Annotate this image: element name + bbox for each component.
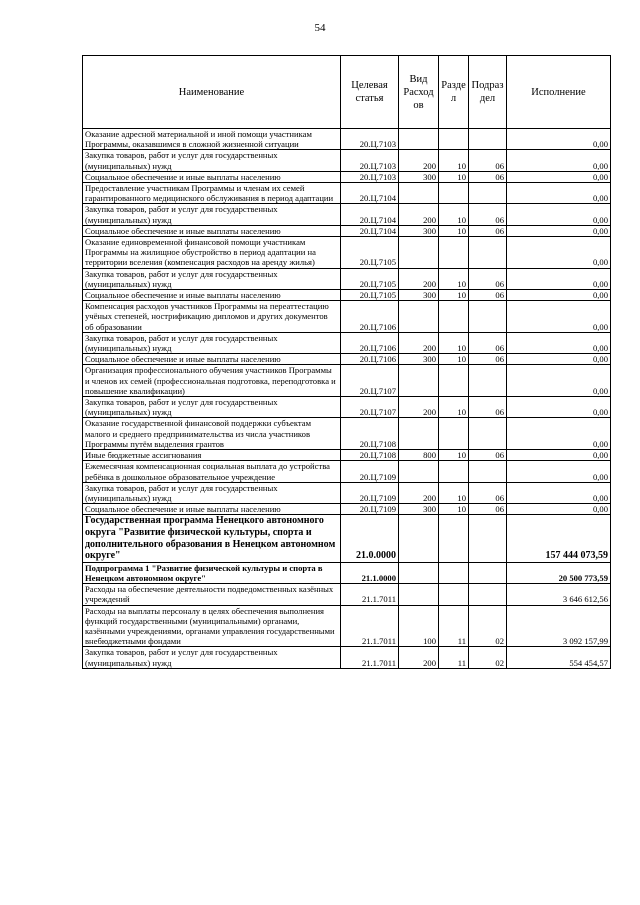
header-target: Целевая статья (341, 56, 399, 129)
budget-table-wrapper (82, 55, 610, 669)
cell-section: 10 (439, 268, 469, 289)
cell-target: 20.Ц.7108 (341, 450, 399, 461)
cell-execution: 0,00 (507, 204, 611, 225)
cell-target: 21.1.7011 (341, 605, 399, 647)
cell-target: 20.Ц.7106 (341, 332, 399, 353)
cell-execution: 0,00 (507, 482, 611, 503)
cell-subsection: 06 (469, 204, 507, 225)
page-number: 54 (314, 22, 326, 34)
table-row (83, 301, 611, 333)
cell-subsection (469, 183, 507, 204)
cell-section: 10 (439, 332, 469, 353)
cell-subsection: 06 (469, 504, 507, 515)
cell-execution: 0,00 (507, 397, 611, 418)
cell-target: 20.Ц.7105 (341, 237, 399, 269)
header-execution: Исполнение (507, 56, 611, 129)
cell-target: 20.Ц.7107 (341, 397, 399, 418)
table-row (83, 204, 611, 225)
cell-execution: 0,00 (507, 183, 611, 204)
cell-target: 20.Ц.7108 (341, 418, 399, 450)
cell-name: Закупка товаров, работ и услуг для государственных (муниципальных) нужд (83, 332, 341, 353)
table-row (83, 461, 611, 482)
cell-kind (399, 562, 439, 583)
cell-subsection (469, 301, 507, 333)
cell-subsection (469, 365, 507, 397)
table-row (83, 397, 611, 418)
cell-name: Закупка товаров, работ и услуг для государственных (муниципальных) нужд (83, 150, 341, 171)
header-name: Наименование (83, 56, 341, 129)
table-row (83, 515, 611, 562)
cell-kind: 300 (399, 354, 439, 365)
cell-kind: 300 (399, 171, 439, 182)
table-row (83, 450, 611, 461)
cell-section (439, 418, 469, 450)
cell-section: 10 (439, 204, 469, 225)
table-row (83, 332, 611, 353)
cell-name: Закупка товаров, работ и услуг для государственных (муниципальных) нужд (83, 204, 341, 225)
cell-kind: 300 (399, 290, 439, 301)
cell-section: 10 (439, 150, 469, 171)
cell-kind (399, 237, 439, 269)
cell-execution: 0,00 (507, 290, 611, 301)
cell-name: Оказание адресной материальной и иной помощи участникам Программы, оказавшимся в сложной жизненной ситуации (83, 129, 341, 150)
cell-section (439, 515, 469, 562)
table-row (83, 129, 611, 150)
cell-subsection (469, 562, 507, 583)
cell-name: Организация профессионального обучения участников Программы и членов их семей (профессиональная подготовка, переподготовка и повышение квалификации) (83, 365, 341, 397)
cell-target: 21.1.0000 (341, 562, 399, 583)
cell-execution: 0,00 (507, 365, 611, 397)
cell-target: 20.Ц.7103 (341, 129, 399, 150)
cell-name: Социальное обеспечение и иные выплаты населению (83, 290, 341, 301)
cell-section (439, 562, 469, 583)
cell-subsection (469, 584, 507, 605)
cell-kind (399, 183, 439, 204)
cell-name: Компенсация расходов участников Программы на переаттестацию учёных степеней, нострификацию дипломов и других документов об образовании (83, 301, 341, 333)
cell-subsection: 06 (469, 225, 507, 236)
table-row (83, 562, 611, 583)
cell-subsection: 06 (469, 450, 507, 461)
cell-execution: 554 454,57 (507, 647, 611, 668)
budget-table (82, 55, 611, 669)
cell-name: Социальное обеспечение и иные выплаты населению (83, 225, 341, 236)
cell-subsection: 06 (469, 482, 507, 503)
cell-name: Оказание единовременной финансовой помощи участникам Программы на жилищное обустройство в период адаптации на территории вселения (компенсация расходов на аренду жилья) (83, 237, 341, 269)
cell-target: 20.Ц.7105 (341, 268, 399, 289)
table-row (83, 225, 611, 236)
cell-subsection: 02 (469, 647, 507, 668)
cell-name: Подпрограмма 1 "Развитие физической культуры и спорта в Ненецком автономном округе" (83, 562, 341, 583)
cell-section: 10 (439, 397, 469, 418)
table-row (83, 290, 611, 301)
cell-subsection: 06 (469, 290, 507, 301)
cell-target: 20.Ц.7106 (341, 301, 399, 333)
cell-execution: 0,00 (507, 418, 611, 450)
cell-name: Расходы на выплаты персоналу в целях обеспечения выполнения функций государственными (муниципальными) органами, казёнными учреждениями, органами управления государственными внебюджетными фондами (83, 605, 341, 647)
cell-subsection (469, 237, 507, 269)
cell-subsection: 06 (469, 150, 507, 171)
cell-execution: 0,00 (507, 237, 611, 269)
table-row (83, 183, 611, 204)
cell-kind: 200 (399, 150, 439, 171)
cell-section: 11 (439, 605, 469, 647)
cell-subsection: 06 (469, 332, 507, 353)
cell-subsection: 06 (469, 268, 507, 289)
cell-section: 10 (439, 290, 469, 301)
cell-target: 20.Ц.7109 (341, 461, 399, 482)
cell-kind: 300 (399, 504, 439, 515)
cell-execution: 0,00 (507, 129, 611, 150)
cell-target: 21.1.7011 (341, 584, 399, 605)
cell-execution: 0,00 (507, 332, 611, 353)
cell-name: Расходы на обеспечение деятельности подведомственных казённых учреждений (83, 584, 341, 605)
table-row (83, 171, 611, 182)
cell-section: 10 (439, 225, 469, 236)
cell-name: Социальное обеспечение и иные выплаты населению (83, 504, 341, 515)
header-section: Разде л (439, 56, 469, 129)
table-row (83, 150, 611, 171)
table-row (83, 237, 611, 269)
cell-kind (399, 461, 439, 482)
cell-subsection (469, 461, 507, 482)
cell-execution: 0,00 (507, 354, 611, 365)
cell-target: 20.Ц.7103 (341, 150, 399, 171)
cell-subsection (469, 515, 507, 562)
cell-execution: 0,00 (507, 504, 611, 515)
cell-section (439, 365, 469, 397)
cell-kind: 200 (399, 204, 439, 225)
cell-target: 20.Ц.7109 (341, 504, 399, 515)
cell-kind: 200 (399, 268, 439, 289)
cell-target: 20.Ц.7104 (341, 183, 399, 204)
header-kind: Вид Расход ов (399, 56, 439, 129)
cell-kind: 200 (399, 482, 439, 503)
cell-target: 21.0.0000 (341, 515, 399, 562)
cell-section (439, 461, 469, 482)
cell-section: 10 (439, 450, 469, 461)
cell-name: Закупка товаров, работ и услуг для государственных (муниципальных) нужд (83, 647, 341, 668)
cell-execution: 0,00 (507, 461, 611, 482)
cell-name: Социальное обеспечение и иные выплаты населению (83, 354, 341, 365)
cell-kind (399, 129, 439, 150)
cell-section: 10 (439, 482, 469, 503)
cell-section (439, 584, 469, 605)
cell-subsection: 06 (469, 397, 507, 418)
table-row (83, 605, 611, 647)
cell-subsection (469, 129, 507, 150)
table-row (83, 647, 611, 668)
cell-name: Ежемесячная компенсационная социальная выплата до устройства ребёнка в дошкольное образовательное учреждение (83, 461, 341, 482)
cell-name: Иные бюджетные ассигнования (83, 450, 341, 461)
cell-name: Социальное обеспечение и иные выплаты населению (83, 171, 341, 182)
cell-target: 20.Ц.7104 (341, 204, 399, 225)
table-row (83, 418, 611, 450)
cell-kind: 800 (399, 450, 439, 461)
cell-kind (399, 365, 439, 397)
cell-execution: 157 444 073,59 (507, 515, 611, 562)
cell-kind: 200 (399, 332, 439, 353)
cell-name: Закупка товаров, работ и услуг для государственных (муниципальных) нужд (83, 397, 341, 418)
cell-execution: 0,00 (507, 268, 611, 289)
cell-kind (399, 418, 439, 450)
table-row (83, 365, 611, 397)
table-row (83, 584, 611, 605)
cell-execution: 3 646 612,56 (507, 584, 611, 605)
cell-section (439, 129, 469, 150)
cell-section: 10 (439, 504, 469, 515)
cell-target: 20.Ц.7107 (341, 365, 399, 397)
cell-subsection: 06 (469, 171, 507, 182)
cell-subsection: 06 (469, 354, 507, 365)
cell-name: Оказание государственной финансовой поддержки субъектам малого и среднего предпринимательства из числа участников Программы путём выделения грантов (83, 418, 341, 450)
cell-execution: 3 092 157,99 (507, 605, 611, 647)
cell-target: 20.Ц.7103 (341, 171, 399, 182)
cell-execution: 0,00 (507, 171, 611, 182)
cell-name: Закупка товаров, работ и услуг для государственных (муниципальных) нужд (83, 482, 341, 503)
header-subsection: Подраз дел (469, 56, 507, 129)
cell-kind: 200 (399, 397, 439, 418)
table-row (83, 504, 611, 515)
cell-kind: 100 (399, 605, 439, 647)
cell-subsection (469, 418, 507, 450)
cell-section (439, 183, 469, 204)
cell-target: 20.Ц.7109 (341, 482, 399, 503)
cell-target: 20.Ц.7106 (341, 354, 399, 365)
table-body (83, 129, 611, 669)
cell-execution: 20 500 773,59 (507, 562, 611, 583)
cell-target: 20.Ц.7105 (341, 290, 399, 301)
cell-kind (399, 584, 439, 605)
cell-target: 21.1.7011 (341, 647, 399, 668)
cell-execution: 0,00 (507, 450, 611, 461)
cell-subsection: 02 (469, 605, 507, 647)
cell-kind: 200 (399, 647, 439, 668)
cell-target: 20.Ц.7104 (341, 225, 399, 236)
cell-kind: 300 (399, 225, 439, 236)
cell-execution: 0,00 (507, 225, 611, 236)
cell-kind (399, 301, 439, 333)
cell-execution: 0,00 (507, 301, 611, 333)
cell-name: Предоставление участникам Программы и членам их семей гарантированного медицинского обслуживания в период адаптации (83, 183, 341, 204)
table-row (83, 482, 611, 503)
cell-kind (399, 515, 439, 562)
cell-execution: 0,00 (507, 150, 611, 171)
table-row (83, 354, 611, 365)
cell-section (439, 237, 469, 269)
table-row (83, 268, 611, 289)
cell-section (439, 301, 469, 333)
cell-name: Закупка товаров, работ и услуг для государственных (муниципальных) нужд (83, 268, 341, 289)
cell-name: Государственная программа Ненецкого автономного округа "Развитие физической культуры, спорта и дополнительного образования в Ненецком автономном округе" (83, 515, 341, 562)
table-header-row (83, 56, 611, 129)
cell-section: 10 (439, 354, 469, 365)
cell-section: 10 (439, 171, 469, 182)
cell-section: 11 (439, 647, 469, 668)
